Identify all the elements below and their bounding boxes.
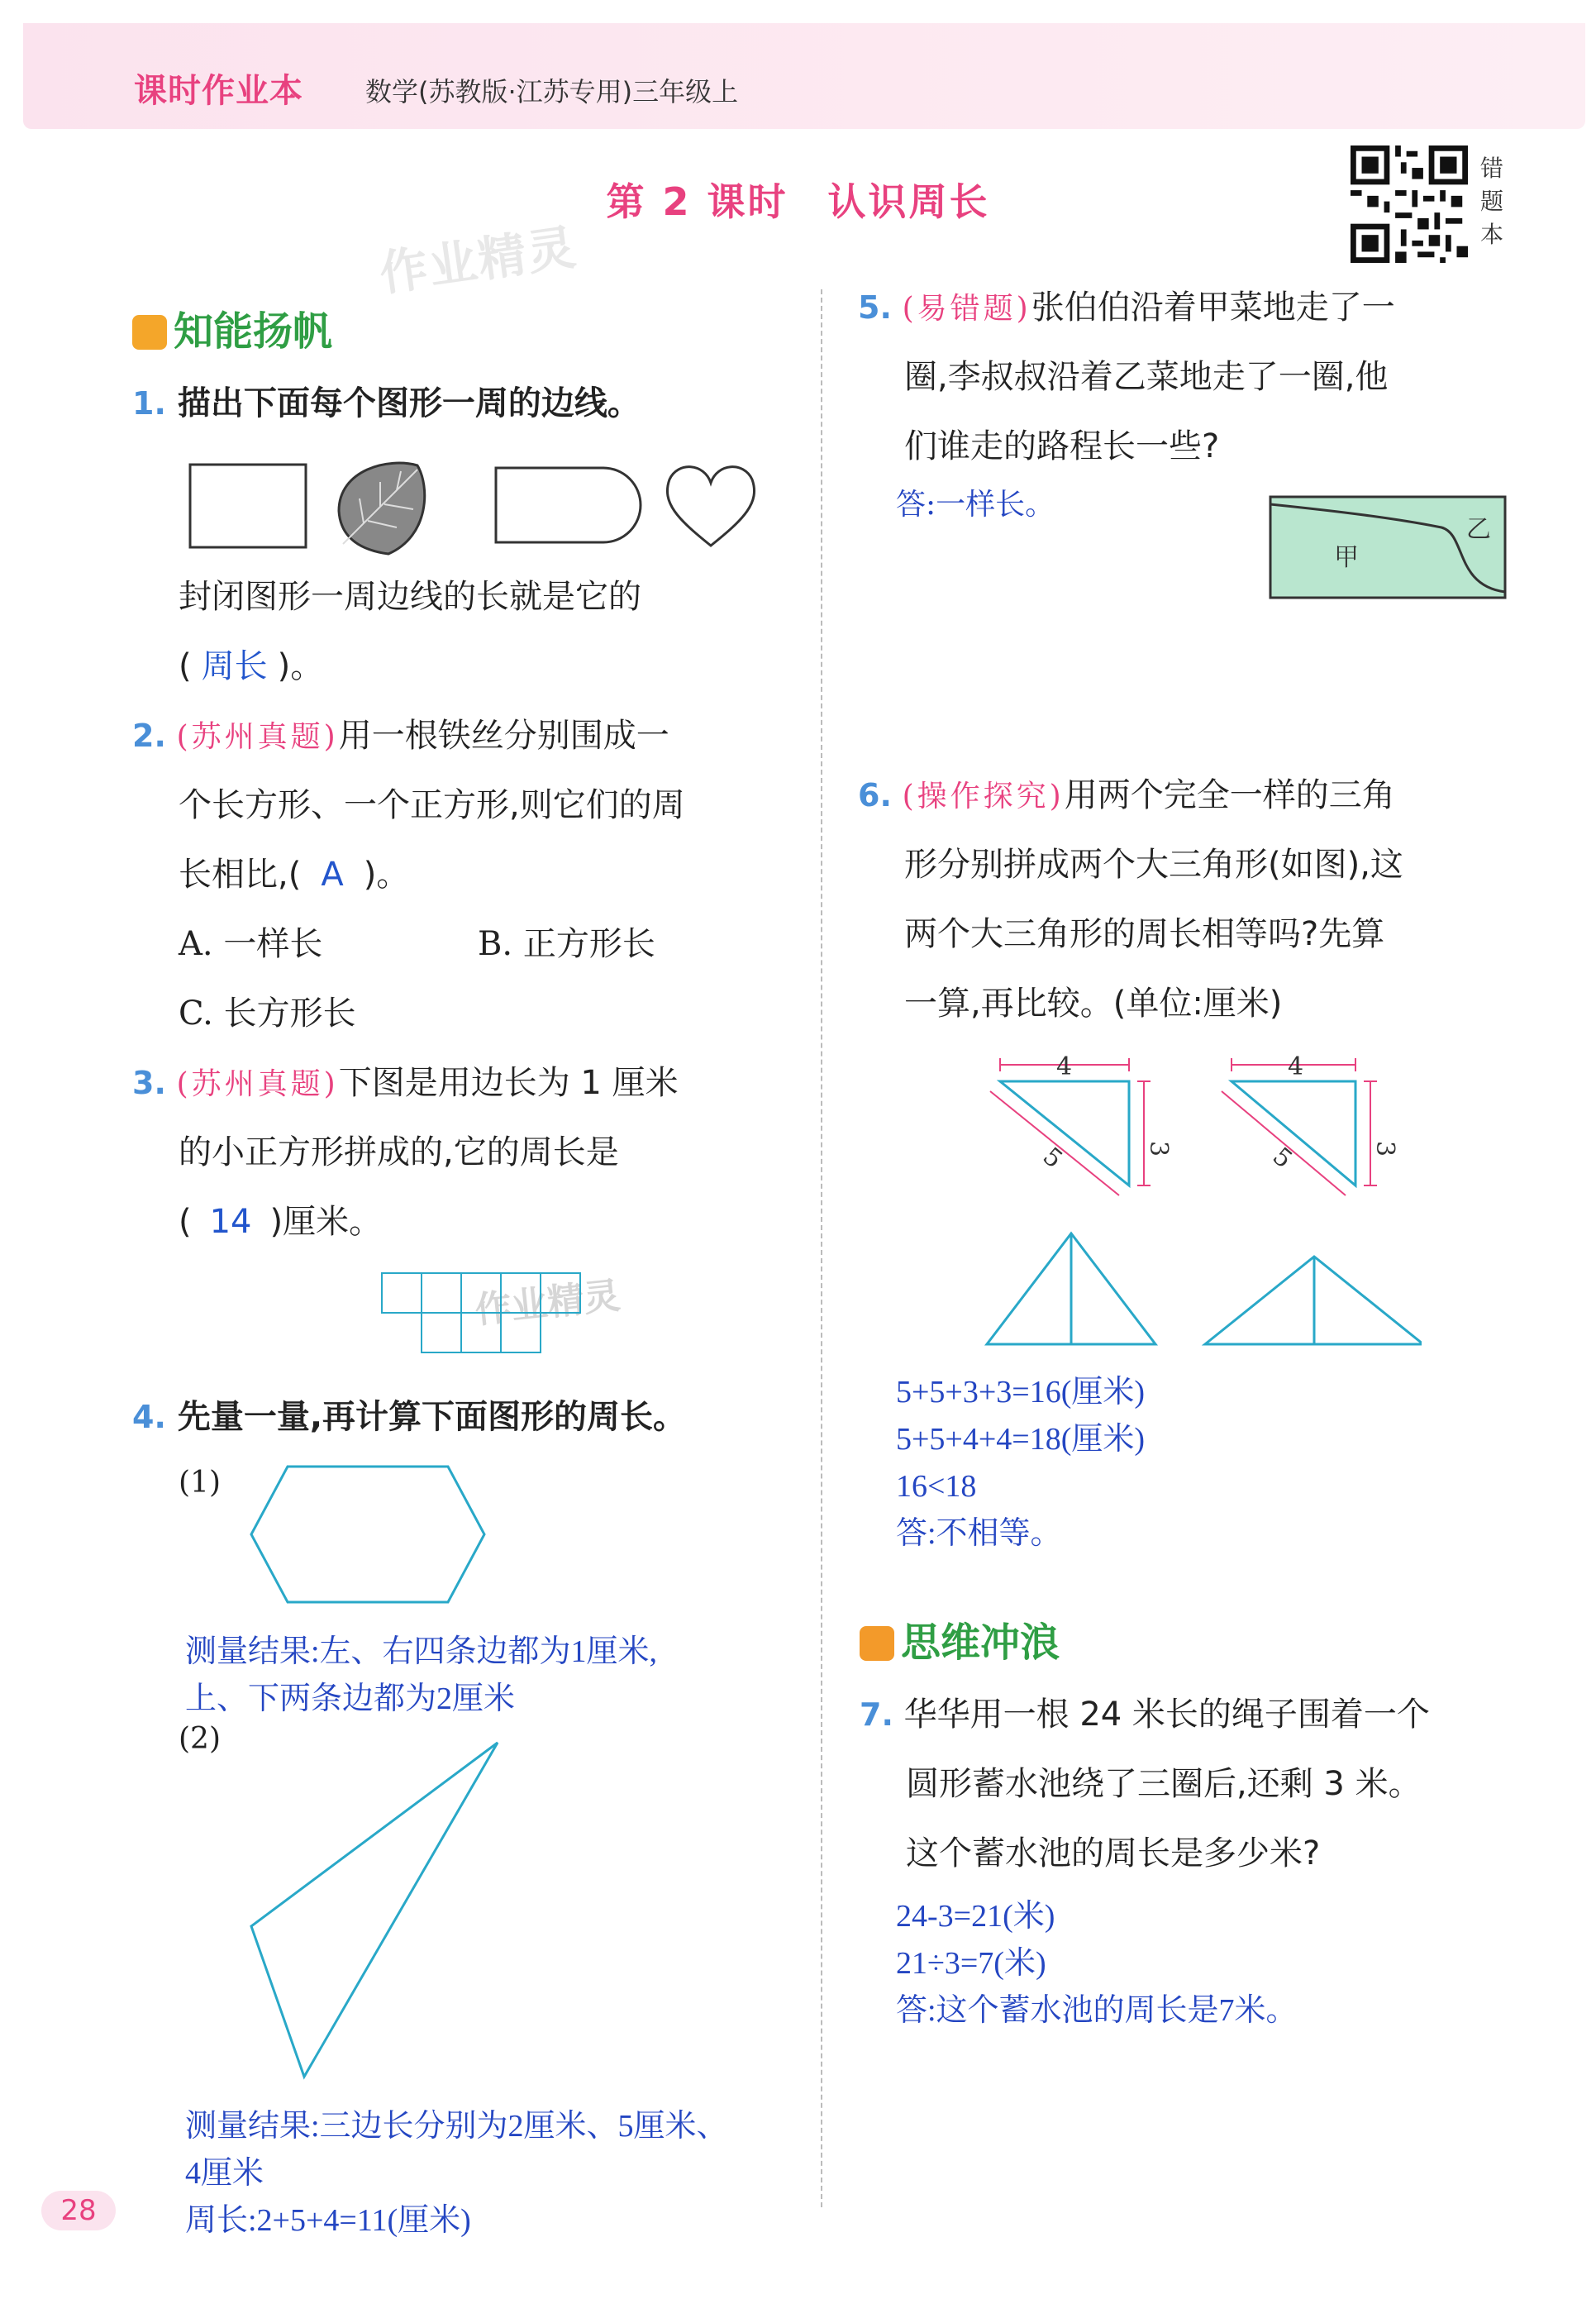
section-title: 思维冲浪 [901, 1619, 1060, 1666]
question-1 [132, 369, 641, 438]
question-text: )。 [363, 856, 410, 894]
heart-shape [667, 467, 754, 546]
qr-code-icon[interactable] [1351, 145, 1468, 263]
q1-text2: 封闭图形一周边线的长就是它的 [179, 578, 641, 616]
question-text: 长相比,( [179, 856, 302, 894]
q4-part2-answer-3: 周长:2+5+4=11(厘米) [185, 2203, 471, 2238]
question-number: 5. [858, 289, 892, 326]
question-text: 华华用一根 24 米长的绳子围着一个 [903, 1696, 1430, 1734]
answer[interactable]: 周长 [201, 647, 268, 685]
triangle-figure [245, 1736, 509, 2083]
q7-answer-2: 21÷3=7(米) [896, 1946, 1046, 1981]
question-4 [132, 1382, 686, 1452]
semicircle-rect-shape [496, 468, 641, 542]
q1-answer-line [179, 632, 323, 701]
dim-5-right: 5 [1266, 1142, 1298, 1175]
q6-answer-1: 5+5+3+3=16(厘米) [896, 1375, 1146, 1410]
question-text: 用一根铁丝分别围成一 [338, 717, 669, 755]
q6-line2: 形分别拼成两个大三角形(如图),这 [904, 846, 1403, 884]
q5-line2: 圈,李叔叔沿着乙菜地走了一圈,他 [904, 358, 1389, 396]
question-7 [860, 1680, 1430, 1749]
q4-part1-answer-1: 测量结果:左、右四条边都为1厘米, [185, 1634, 658, 1669]
q6-triangles-figure [975, 1043, 1422, 1374]
hexagon-figure [245, 1463, 493, 1605]
question-number: 4. [132, 1399, 166, 1435]
q6-answer-4: 答:不相等。 [896, 1516, 1062, 1551]
question-text: 用两个完全一样的三角 [1064, 776, 1395, 814]
q7-line2: 圆形蓄水池绕了三圈后,还剩 3 米。 [906, 1765, 1422, 1803]
label-yi: 乙 [1466, 515, 1491, 544]
question-text: ( [179, 1203, 192, 1241]
label-jia: 甲 [1334, 543, 1359, 572]
question-text: 下图是用边长为 1 厘米 [338, 1064, 679, 1102]
q1-shapes [182, 453, 777, 560]
q3-square-grid [380, 1271, 587, 1356]
lesson-name: 认识周长 [827, 179, 990, 224]
answer[interactable]: 14 [209, 1203, 252, 1241]
option-c[interactable]: C. 长方形长 [179, 995, 356, 1033]
question-text: 先量一量,再计算下面图形的周长。 [177, 1398, 687, 1436]
option-a[interactable]: A. 一样长 [179, 925, 323, 963]
q4-part2-answer-2: 4厘米 [185, 2156, 264, 2191]
q4-part1-answer-2: 上、下两条边都为2厘米 [185, 1681, 516, 1716]
q4-part2-answer-1: 测量结果:三边长分别为2厘米、5厘米、 [185, 2109, 728, 2144]
q4-part2-label: (2) [179, 1722, 221, 1756]
brand-title: 课时作业本 [134, 72, 303, 110]
question-number: 6. [858, 777, 892, 813]
section-heading-zhinengyangfan [132, 299, 332, 356]
question-3 [132, 1048, 679, 1119]
q2-line2: 个长方形、一个正方形,则它们的周 [179, 786, 685, 824]
question-tag: (苏州真题) [176, 1067, 339, 1101]
q3-line3 [179, 1187, 382, 1257]
q5-line3: 们谁走的路程长一些? [904, 427, 1220, 465]
watermark: 作业精灵 [473, 1274, 622, 1333]
question-tag: (苏州真题) [176, 720, 339, 754]
dim-4-left: 4 [1056, 1052, 1073, 1081]
book-title: 数学(苏教版·江苏专用)三年级上 [365, 76, 739, 107]
option-b[interactable]: B. 正方形长 [478, 925, 655, 963]
q2-line3 [179, 840, 409, 909]
section-title: 知能扬帆 [174, 308, 333, 355]
watermark: 作业精灵 [376, 218, 581, 303]
rectangle-shape [190, 465, 306, 547]
question-6 [858, 761, 1395, 832]
q3-line2: 的小正方形拼成的,它的周长是 [179, 1133, 619, 1171]
leaf-shape [339, 463, 425, 554]
q7-answer-3: 答:这个蓄水池的周长是7米。 [896, 1993, 1298, 2028]
column-divider [821, 289, 822, 2207]
answer[interactable]: A [321, 856, 344, 894]
wave-icon [860, 1626, 894, 1661]
question-2 [132, 701, 669, 772]
question-text: 张伯伯沿着甲菜地走了一 [1031, 289, 1395, 327]
dim-3-left: 3 [1144, 1141, 1173, 1157]
question-tag: (操作探究) [902, 780, 1065, 813]
question-number: 2. [132, 718, 166, 754]
error-book-label[interactable]: 错题本 [1479, 155, 1503, 248]
q6-answer-2: 5+5+4+4=18(厘米) [896, 1422, 1146, 1457]
q7-line3: 这个蓄水池的周长是多少米? [906, 1834, 1321, 1872]
vegetable-field-figure [1268, 494, 1509, 602]
question-number: 1. [132, 385, 166, 422]
q6-line3: 两个大三角形的周长相等吗?先算 [904, 915, 1385, 953]
page-number: 28 [41, 2191, 116, 2230]
q6-answer-3: 16<18 [896, 1469, 977, 1504]
question-5 [858, 273, 1395, 344]
question-tag: (易错题) [902, 292, 1031, 326]
q4-part1-label: (1) [179, 1466, 221, 1500]
section-heading-siweichonglang [860, 1610, 1060, 1667]
paren: ( [179, 647, 192, 685]
lesson-number: 第 2 课时 [606, 179, 788, 224]
q7-answer-1: 24-3=21(米) [896, 1899, 1055, 1934]
dim-4-right: 4 [1288, 1052, 1304, 1081]
q5-answer: 答:一样长。 [896, 488, 1055, 522]
question-text: )厘米。 [269, 1203, 383, 1241]
dim-3-right: 3 [1370, 1141, 1399, 1157]
sail-icon [132, 315, 167, 350]
paren: )。 [277, 647, 324, 685]
question-number: 7. [860, 1696, 893, 1733]
question-text: 描出下面每个图形一周的边线。 [177, 384, 641, 422]
question-number: 3. [132, 1065, 166, 1101]
q6-line4: 一算,再比较。(单位:厘米) [904, 985, 1283, 1023]
dim-5-left: 5 [1036, 1142, 1068, 1175]
